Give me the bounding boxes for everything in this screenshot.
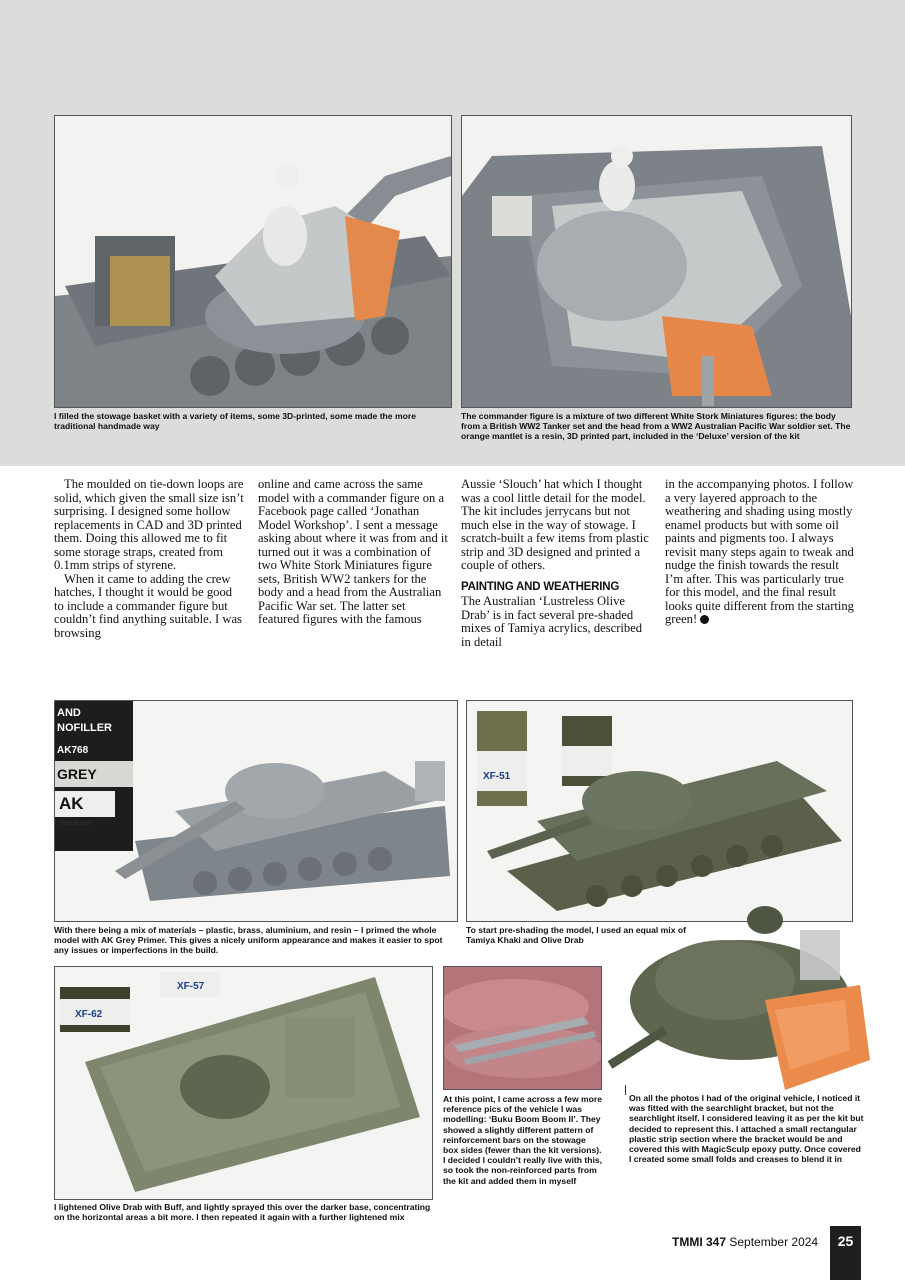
body-column-2 <box>258 478 448 627</box>
photo-pre-shading <box>466 700 853 922</box>
body-paragraph: in the accompanying photos. I follow a very layered approach to the weathering and shading using mostly enamel products but with some oil paints and pigments too. I always revisit many steps again to tweak and nudge the finish towards the result I’m after. This was particularly true for this model, and the final result looks quite different from the starting green! <box>665 477 854 626</box>
magazine-issue: TMMI 347 <box>672 1235 727 1249</box>
section-heading: PAINTING AND WEATHERING <box>461 580 620 593</box>
photo-ak-grey-primer <box>54 700 458 922</box>
caption-photo-6: At this point, I came across a few more reference pics of the vehicle I was modelling: ‘Buku Boom Boom II’. They showed a slightly different pattern of reinforcement bars on the stowage box sides (fewer than the kit versions). I decided I couldn’t really live with this, so took the non-reinforced parts from the kit and added them in myself <box>443 1094 603 1186</box>
photo-searchlight-bracket <box>605 900 875 1095</box>
body-column-3 <box>461 478 651 649</box>
photo-reinforcement-bars <box>443 966 602 1090</box>
ak-bottle-text: AND <box>57 707 81 719</box>
caption-photo-7: On all the photos I had of the original vehicle, I noticed it was fitted with the searchlight bracket, but not the searchlight itself. I considered leaving it as per the kit but decided to represent this. I attached a small rectangular plastic strip section where the bracket would be and covered this with MagicSculp epoxy putty. Once covered I created some small folds and creases to blend it in <box>629 1093 864 1165</box>
end-mark-icon <box>700 615 709 624</box>
page-number: 25 <box>830 1226 861 1280</box>
caption-leader-line <box>625 1085 626 1095</box>
caption-photo-3: With there being a mix of materials – plastic, brass, aluminium, and resin – I primed the whole model with AK Grey Primer. This gives a nicely uniform appearance and makes it easier to spot any issues or imperfections in the build. <box>54 925 443 956</box>
paint-jar-label: XF-62 <box>75 1009 103 1020</box>
photo-commander-figure <box>461 115 852 408</box>
body-column-4 <box>665 478 855 627</box>
paint-jar-label: XF-57 <box>177 981 205 992</box>
page-footer <box>672 1232 818 1252</box>
body-paragraph: When it came to adding the crew hatches, I thought it would be good to include a commander figure but couldn’t find anything suitable. I was browsing <box>54 571 242 640</box>
ak-logo-text: AK <box>59 794 84 813</box>
paint-jar-label: XF-51 <box>483 771 511 782</box>
body-column-1 <box>54 478 244 640</box>
photo-stowage-basket <box>54 115 452 408</box>
caption-photo-4: To start pre-shading the model, I used an equal mix of Tamiya Khaki and Olive Drab <box>466 925 686 946</box>
ak-bottle-text: AK768 <box>57 745 89 756</box>
body-paragraph: The moulded on tie-down loops are solid, which given the small size isn’t surprising. I designed some hollow replacements in CAD and 3D printed them. Doing this allowed me to fit some storage straps, created from 0.1mm strips of styrene. <box>54 477 244 572</box>
issue-date: September 2024 <box>729 1235 819 1249</box>
ak-bottle-text: GREY <box>57 766 97 782</box>
body-paragraph: The Australian ‘Lustreless Olive Drab’ is in fact several pre-shaded mixes of Tamiya acrylics, described in detail <box>461 594 643 649</box>
caption-photo-5: I lightened Olive Drab with Buff, and lightly sprayed this over the darker base, concentrating on the horizontal areas a bit more. I then repeated it again with a further lightened mix <box>54 1202 431 1223</box>
caption-photo-2: The commander figure is a mixture of two different White Stork Miniatures figures: the body from a British WW2 Tanker set and the head from a WW2 Australian Pacific War soldier set. The orange mantlet is a resin, 3D printed part, included in the ‘Deluxe’ version of the kit <box>461 411 851 442</box>
caption-photo-1: I filled the stowage basket with a variety of items, some 3D-printed, some made the more traditional handmade way <box>54 411 416 432</box>
photo-lightened-olive-drab <box>54 966 433 1200</box>
ak-logo-subtext: interactive <box>59 820 91 827</box>
body-paragraph: Aussie ‘Slouch’ hat which I thought was a cool little detail for the model. The kit includes jerrycans but not much else in the way of stowage. I scratch-built a few items from plastic strip and 3D designed and printed a couple of others. <box>461 477 649 572</box>
body-paragraph: online and came across the same model with a commander figure on a Facebook page called ‘Jonathan Model Workshop’. I sent a message asking about where it was from and it turned out it was a combination of two White Stork Miniatures figure sets, British WW2 tankers for the body and a head from the Australian Pacific War set. The latter set featured figures with the famous <box>258 477 448 626</box>
body-paragraph-final <box>665 478 855 627</box>
ak-bottle-text: NOFILLER <box>57 722 112 734</box>
